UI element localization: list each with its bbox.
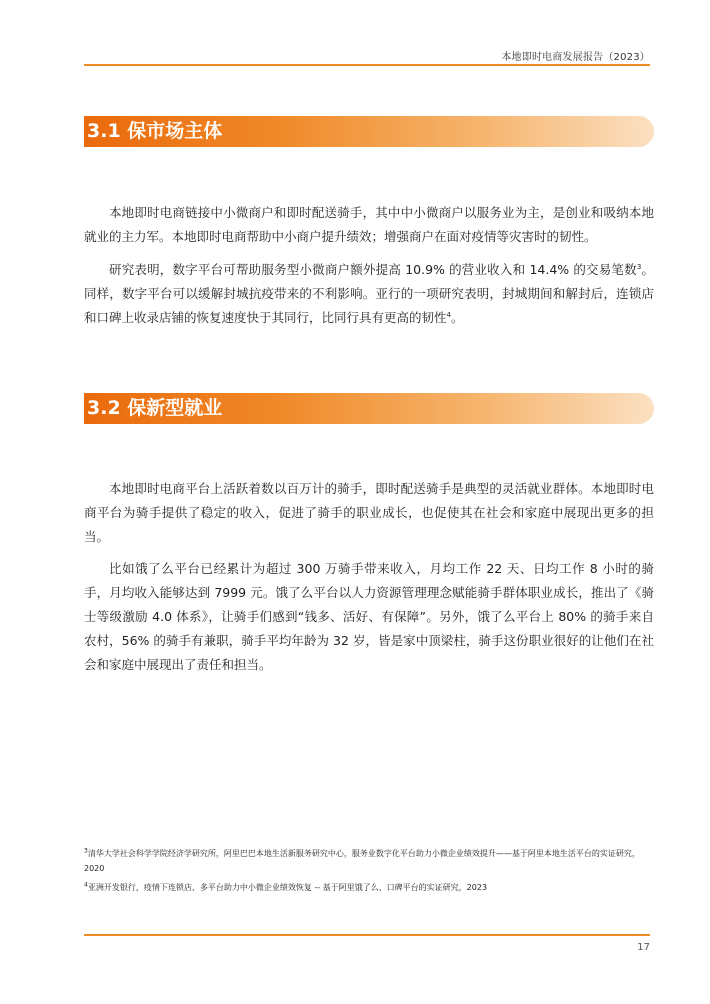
footnote-text: 清华大学社会科学学院经济学研究所，阿里巴巴本地生活新服务研究中心，服务业数字化平台助力小微企业绩效提升——基于阿里本地生活平台的实证研究，2020 (84, 849, 640, 873)
paragraph-3-1-1: 本地即时电商链接中小微商户和即时配送骑手，其中中小微商户以服务业为主，是创业和吸纳本地就业的主力军。本地即时电商帮助中小商户提升绩效；增强商户在面对疫情等灾害时的韧性。 (84, 205, 654, 244)
footnote-text: 亚洲开发银行，疫情下连锁店、多平台助力中小微企业绩效恢复 -- 基于阿里饿了么、口碑平台的实证研究，2023 (87, 883, 488, 892)
paragraph-3-1-2 (84, 258, 654, 330)
paragraph-3-2-2: 比如饿了么平台已经累计为超过 300 万骑手带来收入，月均工作 22 天、日均工作 8 小时的骑手，月均收入能够达到 7999 元。饿了么平台以人力资源管理理念赋能骑手群体职业成长，推出了《骑士等级激励 4.0 体系》，让骑手们感到“钱多、活好、有保障”。另外，饿了么平台上 80% 的骑手来自农村，56% 的骑手有兼职，骑手平均年龄为 32 岁，皆是家中顶梁柱，骑手这份职业很好的让他们在社会和家庭中展现出了责任和担当。 (84, 561, 654, 672)
section-banner-3-1 (84, 116, 654, 147)
paragraph-text: 研究表明，数字平台可帮助服务型小微商户额外提高 10.9% 的营业收入和 14.4% 的交易笔数 (109, 262, 637, 277)
paragraph-text: 。 (450, 310, 464, 325)
footnote-3 (84, 846, 654, 876)
header-divider (84, 64, 650, 66)
section-heading-3-2: 3.2 保新型就业 (87, 397, 223, 419)
footnote-ref-3[interactable]: 3 (636, 262, 642, 271)
footer-divider (84, 934, 650, 936)
footnote-4 (84, 880, 654, 895)
section-banner-3-2 (84, 393, 654, 424)
section-heading-3-1: 3.1 保市场主体 (87, 120, 223, 142)
paragraph-3-2-1: 本地即时电商平台上活跃着数以百万计的骑手，即时配送骑手是典型的灵活就业群体。本地即时电商平台为骑手提供了稳定的收入，促进了骑手的职业成长，也促使其在社会和家庭中展现出更多的担当。 (84, 481, 654, 544)
footnote-ref-4[interactable]: 4 (446, 310, 451, 319)
running-header: 本地即时电商发展报告（2023） (501, 52, 650, 63)
footnote-number: 3 (84, 847, 88, 855)
footnote-number: 4 (84, 881, 88, 889)
page-number: 17 (637, 942, 650, 953)
paragraph-text: 。同样，数字平台可以缓解封城抗疫带来的不利影响。亚行的一项研究表明，封城期间和解封后，连锁店和口碑上收录店铺的恢复速度快于其同行，比同行具有更高的韧性 (84, 262, 654, 325)
